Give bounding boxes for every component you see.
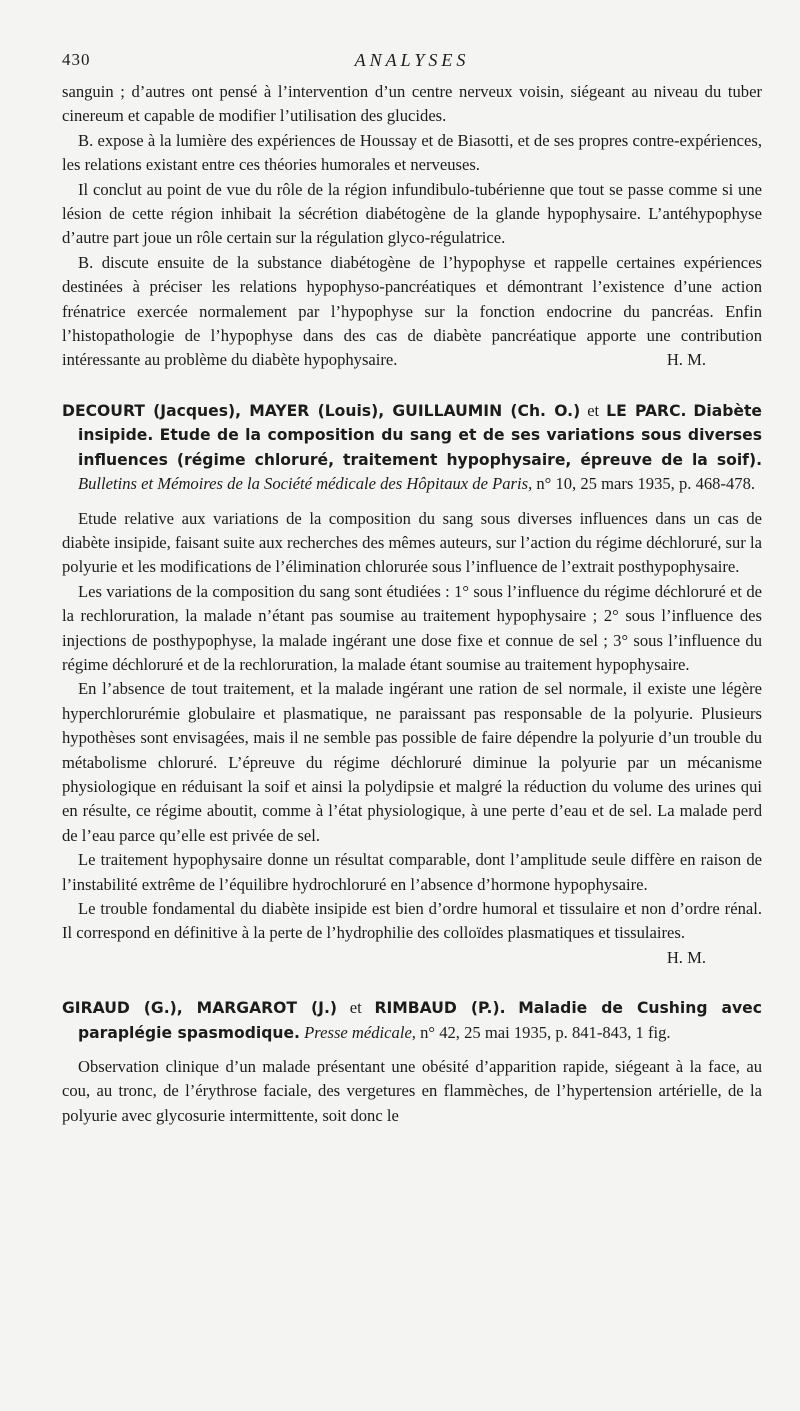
entry-journal: Bulletins et Mémoires de la Société médicale des Hôpitaux de Paris,	[78, 474, 533, 494]
entry-reference: n° 10, 25 mars 1935, p. 468-478.	[536, 474, 756, 494]
entry-author-last: LE PARC.	[606, 401, 687, 420]
paragraph: Il conclut au point de vue du rôle de la région infundibulo-tubérienne que tout se passe comme si une lésion de cette région inhibait la sécrétion diabétogène de la glande hypophysaire. L’antéhypophyse d’autre part joue un rôle certain sur la régulation glyco-régulatrice.	[62, 179, 762, 248]
section-continued	[62, 80, 762, 373]
paragraph-text: Le trouble fondamental du diabète insipide est bien d’ordre humoral et tissulaire et non d’ordre rénal. Il correspond en définitive à la perte de l’hydrophilie des colloïdes plasmatiques et tissulaires.	[62, 899, 762, 943]
paragraph: B. expose à la lumière des expériences de Houssay et de Biasotti, et de ses propres contre-expériences, les relations existant entre ces théories humorales et nerveuses.	[62, 130, 762, 175]
entry-giraud	[62, 996, 762, 1128]
signature: H. M.	[666, 947, 706, 967]
entry-decourt	[62, 399, 762, 970]
entry-title: Diabète insipide. Etude de la composition du sang et de ses variations sous diverses influences (régime chloruré, traitement hypophysaire, épreuve de la soif).	[78, 401, 763, 469]
entry-authors: DECOURT (Jacques), MAYER (Louis), GUILLAUMIN (Ch. O.)	[62, 401, 581, 420]
entry-heading	[62, 399, 762, 497]
paragraph	[62, 897, 762, 967]
running-head: ANALYSES	[354, 50, 470, 70]
paragraph: Observation clinique d’un malade présentant une obésité d’apparition rapide, siégeant à la face, au cou, au tronc, de l’érythrose faciale, des vergetures en flammèches, de l’hypertension artérielle, de la polyurie avec glycosurie intermittente, soit donc le	[62, 1057, 762, 1125]
entry-author-last: RIMBAUD (P.).	[374, 999, 506, 1018]
signature: H. M.	[666, 350, 706, 370]
entry-title: Maladie de Cushing avec paraplégie spasmodique.	[78, 999, 762, 1042]
paragraph: Le traitement hypophysaire donne un résultat comparable, dont l’amplitude seule diffère en raison de l’instabilité extrême de l’équilibre hydrochloruré en l’absence d’hormone hypophysaire.	[62, 850, 762, 894]
entry-conjunction: et	[587, 400, 600, 420]
entry-authors: GIRAUD (G.), MARGAROT (J.)	[62, 999, 338, 1018]
entry-reference: n° 42, 25 mai 1935, p. 841-843, 1 fig.	[420, 1022, 671, 1042]
page-number: 430	[62, 50, 91, 69]
page-header	[62, 50, 762, 80]
paragraph: sanguin ; d’autres ont pensé à l’intervention d’un centre nerveux voisin, siégeant au niveau du tuber cinereum et capable de modifier l’utilisation des glucides.	[62, 82, 762, 126]
entry-journal: Presse médicale,	[304, 1022, 416, 1042]
paragraph: Etude relative aux variations de la composition du sang sous diverses influences dans un cas de diabète insipide, faisant suite aux recherches des mêmes auteurs, sur l’action du régime déchloruré, sur la polyurie et les modifications de l’élimination chlorurée sous l’influence de l’extrait posthypophysaire.	[62, 508, 762, 577]
paragraph: En l’absence de tout traitement, et la malade ingérant une ration de sel normale, il existe une légère hyperchlorurémie globulaire et plasmatique, ne paraissant pas responsable de la polyurie. Plusieurs hypothèses sont envisagées, mais il ne semble pas possible de faire dépendre la polyurie d’un trouble du métabolisme chloruré. L’épreuve du régime déchloruré diminue la polyurie par un mécanisme physiologique en réduisant la soif et ainsi la polydipsie et malgré la réduction du volume des urines qui en résulte, ce régime aboutit, comme à l’état physiologique, à une perte d’eau et de sel. La malade perd de l’eau parce qu’elle est privée de sel.	[62, 679, 762, 845]
journal-page	[62, 50, 762, 1128]
entry-conjunction: et	[349, 998, 362, 1018]
paragraph	[62, 251, 762, 373]
entry-heading	[62, 996, 762, 1045]
paragraph: Les variations de la composition du sang sont étudiées : 1° sous l’influence du régime déchloruré et de la rechloruration, la malade n’étant pas soumise au traitement hypophysaire ; 2° sous l’influence des injections de posthypophyse, la malade ingérant une dose fixe et connue de sel ; 3° sous l’influence du régime déchloruré et de la rechloruration, la malade étant soumise au traitement hypophysaire.	[62, 581, 762, 674]
paragraph-text: B. discute ensuite de la substance diabétogène de l’hypophyse et rappelle certaines expériences destinées à préciser les relations hypophyso-pancréatiques et démontrant l’existence d’une action frénatrice exercée normalement par l’hypophyse sur la fonction endocrine du pancréas. Enfin l’histopathologie de l’hypophyse dans des cas de diabète pancréatique apporte une contribution intéressante au problème du diabète hypophysaire.	[62, 252, 762, 370]
